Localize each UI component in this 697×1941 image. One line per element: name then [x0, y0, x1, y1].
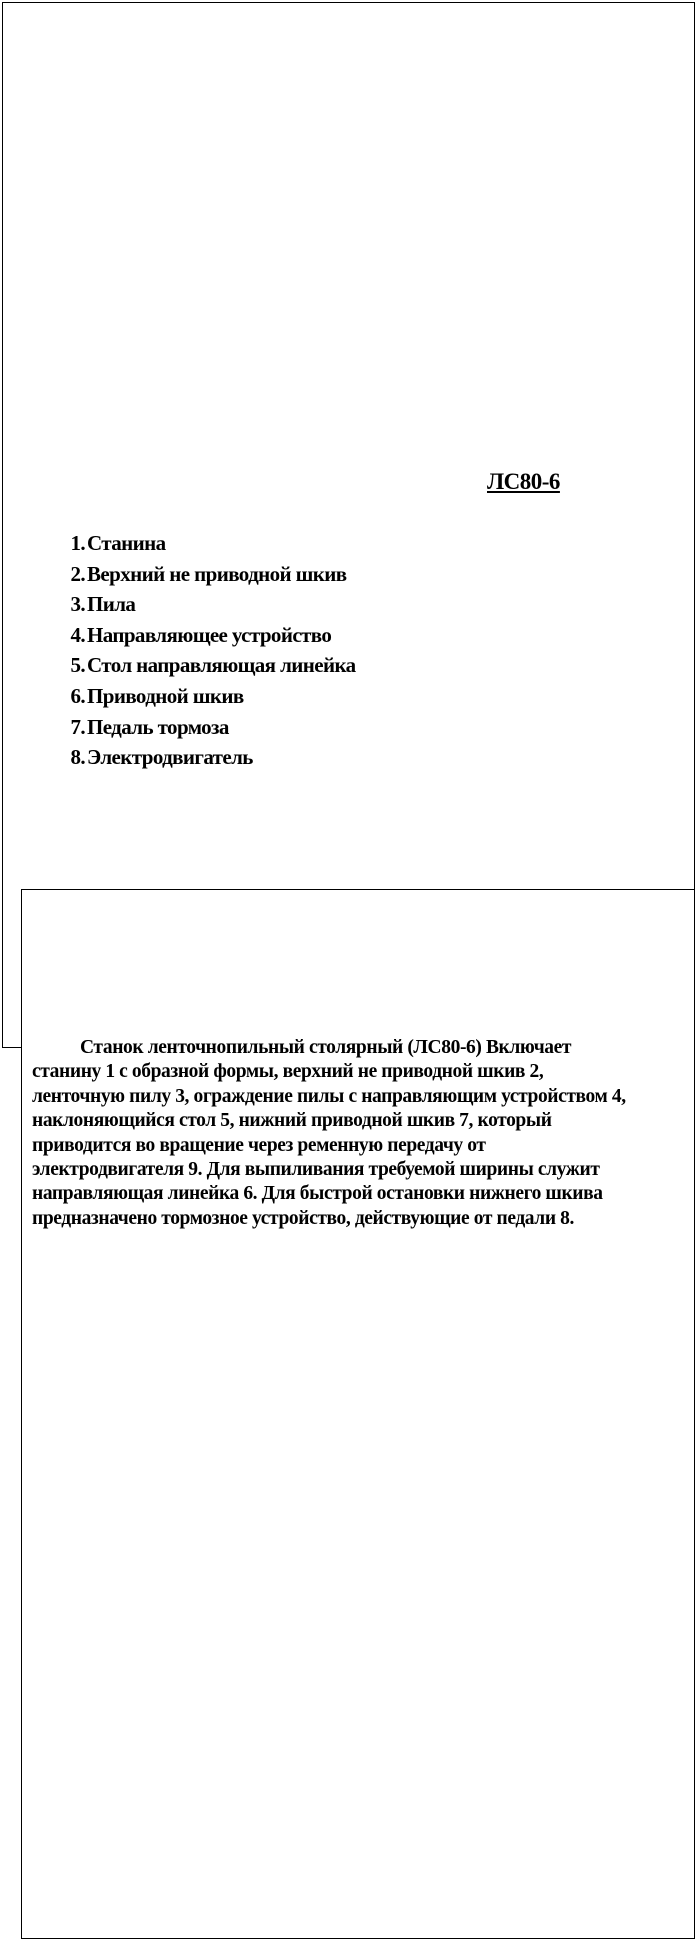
- list-item-number: 2.: [70, 561, 85, 586]
- list-item: [36, 528, 356, 559]
- list-item: [36, 681, 356, 712]
- list-item-number: 8.: [70, 745, 85, 770]
- list-item: [36, 650, 356, 681]
- list-item: [36, 712, 356, 743]
- list-item-label: Педаль тормоза: [87, 714, 229, 739]
- model-title: ЛС80-6: [487, 469, 560, 494]
- list-item-label: Электродвигатель: [87, 745, 253, 770]
- list-item-number: 6.: [70, 683, 85, 708]
- parts-list: [36, 528, 356, 773]
- list-item: [36, 559, 356, 590]
- list-item-number: 5.: [70, 653, 85, 678]
- list-item-label: Пила: [87, 592, 136, 617]
- list-item-label: Приводной шкив: [87, 683, 244, 708]
- machine-description: Станок ленточнопильный столярный (ЛС80-6) Включает станину 1 с образной формы, верхний не приводной шкив 2, ленточную пилу 3, ограждение пилы с направляющим устройством 4, наклоняющийся стол 5, нижний приводной шкив 7, который приводится во вращение через ременную передачу от электродвигателя 9. Для выпиливания требуемой ширины служит направляющая линейка 6. Для быстрой остановки нижнего шкива предназначено тормозное устройство, действующие от педали 8.: [32, 1037, 626, 1229]
- list-item-label: Стол направляющая линейка: [87, 653, 356, 678]
- list-item-number: 3.: [70, 592, 85, 617]
- list-item: [36, 589, 356, 620]
- list-item: [36, 620, 356, 651]
- list-item-number: 1.: [70, 531, 85, 555]
- list-item: [36, 742, 356, 773]
- list-item-number: 7.: [70, 714, 85, 739]
- list-item-label: Направляющее устройство: [87, 622, 332, 647]
- list-item-number: 4.: [70, 622, 85, 647]
- list-item-label: Верхний не приводной шкив: [87, 561, 347, 586]
- list-item-label: Станина: [87, 531, 166, 555]
